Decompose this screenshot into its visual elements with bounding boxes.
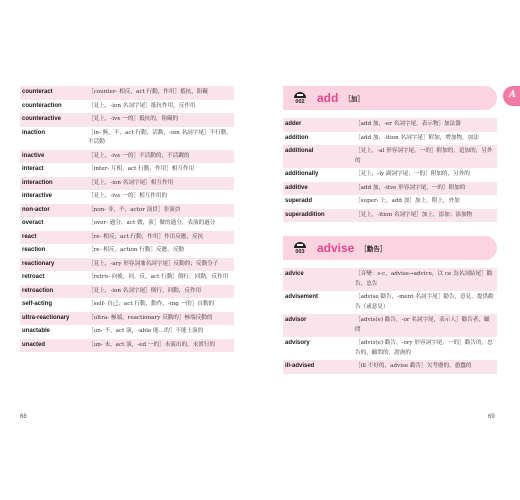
entry-term: interaction [22, 179, 53, 186]
entry-definition: ［advis(e) 勸告，-or 名詞字尾，表示人］勸告者，顧問 [355, 317, 490, 333]
section-gloss: ［加］ [344, 94, 364, 103]
entry-term: additional [285, 148, 314, 154]
entry-term: interact [22, 166, 44, 172]
entry-definition: ［add 加，-er 名詞字尾，表示物］加法器 [355, 121, 461, 127]
entry-term: adder [285, 121, 302, 127]
entry-row [20, 100, 234, 114]
entry-definition: ［over- 過分，act 做，演］做的過分，表演的過分 [88, 220, 216, 226]
entry-term: retroaction [22, 287, 54, 294]
entry-definition: ［見上，-ive 一的］抵抗的，阻礙的 [88, 116, 179, 122]
entry-term: superadd [285, 198, 313, 204]
entry-definition: ［見上，-al 形容詞字尾，一的］附加的，追加的，另外的 [355, 148, 493, 164]
entry-term: superaddition [285, 211, 325, 218]
entry-definition: ［self- 自己，act 行動，動作，-ing 一的］自動的 [88, 301, 215, 307]
right-page [283, 86, 497, 374]
section-entries-add [283, 118, 497, 222]
entry-row [283, 132, 497, 146]
section-header-add [283, 86, 497, 110]
left-page [20, 86, 234, 352]
entry-row [283, 182, 497, 196]
page-number-right: 69 [488, 414, 495, 420]
entry-row [20, 339, 234, 353]
book-icon [294, 242, 306, 248]
entry-definition: ［見上，-ive 一的］不活動的，不活躍的 [88, 152, 190, 159]
entry-term: retroact [22, 274, 45, 280]
section-entries-advise [283, 268, 497, 374]
entry-definition: ［retro- 向後，回，反，act 行動］倒行，回動，反作用 [88, 274, 229, 280]
entry-term: ill-advised [285, 363, 315, 369]
entry-row [20, 244, 234, 258]
section-number: 003 [295, 248, 305, 255]
entry-row [20, 150, 234, 164]
entry-term: react [22, 233, 37, 240]
entry-term: additionally [285, 171, 319, 177]
entry-row [20, 285, 234, 299]
entry-row [20, 113, 234, 127]
entry-row [20, 127, 234, 150]
entry-definition: ［見上，-ary 形容詞兼名詞字尾］反動的；反動分子 [88, 260, 219, 267]
entry-row [20, 312, 234, 326]
entry-term: addition [285, 134, 309, 141]
entry-row [20, 190, 234, 204]
entry-definition: ［見上，-ive 一的］相互作用的 [88, 193, 168, 199]
entry-row [283, 168, 497, 182]
section-word: add [317, 91, 339, 105]
entry-term: additive [285, 184, 308, 191]
entry-definition: ［re- 相反，action 行動］反應，反動 [88, 247, 185, 253]
page-number-left: 68 [20, 414, 27, 420]
entry-term: overact [22, 220, 44, 226]
entry-term: counteract [22, 89, 53, 95]
entry-row [283, 314, 497, 337]
entry-term: advisor [285, 317, 307, 323]
entry-row [283, 291, 497, 314]
entry-row [20, 231, 234, 245]
entry-definition: ［counter- 相反，act 行動，作用］抵抗，阻礙 [88, 89, 209, 95]
entry-definition: ［見上，-ition 名詞字尾］加上，添加；添加物 [355, 211, 473, 218]
entry-row [20, 298, 234, 312]
entry-term: interactive [22, 193, 53, 199]
entry-row [20, 204, 234, 218]
letter-tab [503, 86, 520, 106]
entry-row [283, 268, 497, 291]
entry-row [283, 145, 497, 168]
section-gloss: ［勸告］ [360, 244, 387, 253]
entry-definition: ［non- 非，不，actor 演員］非演員 [88, 206, 181, 213]
entry-row [283, 360, 497, 374]
section-badge [289, 236, 311, 260]
entry-definition: ［音變：s-c，advise→advice，以 ce 為名詞結尾］勸告，忠告 [355, 271, 493, 287]
entry-term: reactionary [22, 260, 55, 267]
entry-term: unacted [22, 341, 46, 348]
entry-definition: ［super- 上，add 加］加上，附上，外加 [355, 198, 460, 204]
entry-term: counteractive [22, 116, 62, 122]
entry-term: advisory [285, 340, 310, 346]
entry-row [20, 177, 234, 191]
entry-row [283, 118, 497, 132]
entry-row [283, 195, 497, 209]
entry-definition: ［advis(e) 勸告，-ory 形容詞字尾，一的］勸告的，忠告的，顧問的，諮詢的 [355, 340, 493, 356]
letter-tab-label: A [509, 90, 516, 100]
entry-definition: ［ill 不好的，advise 勸告］欠考慮的，愚蠢的 [355, 363, 472, 369]
entry-term: non-actor [22, 206, 50, 213]
entry-row [20, 163, 234, 177]
entry-term: advisement [285, 294, 319, 300]
entry-definition: ［見上，-ion 名詞字尾］抵抗作用，反作用 [88, 102, 196, 109]
entry-term: advice [285, 271, 304, 277]
entry-definition: ［add 加，-itve 形容詞字尾，一的］附加的 [355, 184, 466, 191]
entry-definition: ［見上，-ion 名詞字尾］倒行，回動，反作用 [88, 287, 202, 294]
entry-term: ultra-reactionary [22, 314, 70, 321]
entry-definition: ［un- 未，act 演，-ed 一的］未演出的，未實行的 [88, 341, 216, 348]
entry-term: self-acting [22, 301, 53, 307]
entry-row [20, 325, 234, 339]
entry-term: counteraction [22, 102, 62, 109]
book-icon [294, 92, 306, 98]
entry-definition: ［un- 不，act 演，-able 能…的］不能上演的 [88, 328, 204, 334]
section-number: 002 [295, 98, 305, 105]
entry-definition: ［advise 勸告，-ment 名詞字尾］勸告，意見，提供勸告（或意見） [355, 294, 494, 310]
entry-term: unactable [22, 328, 51, 334]
entry-row [20, 217, 234, 231]
entry-term: inaction [22, 129, 46, 136]
entry-row [20, 86, 234, 100]
entry-definition: ［見上，-ly 副詞字尾，一的］附加的，另外的 [355, 171, 470, 177]
entry-definition: ［re- 相反，act 行動，作用］作出反應，反抗 [88, 233, 204, 240]
entry-definition: ［in- 無，不，act 行動，活動，-ion 名詞字尾］不行動，不活動 [88, 129, 232, 145]
entry-row [283, 337, 497, 360]
entry-row [20, 258, 234, 272]
entry-definition: ［ultra- 極端，reactionary 反動的］極端反動的 [88, 314, 213, 321]
entry-row [283, 209, 497, 223]
entry-term: reaction [22, 247, 46, 253]
section-header-advise [283, 236, 497, 260]
entry-definition: ［見上，-ion 名詞字尾］相互作用 [88, 179, 174, 186]
section-badge [289, 86, 311, 110]
entry-definition: ［add 加，-ition 名詞字尾］附加，增加物，加法 [355, 134, 479, 141]
section-word: advise [317, 241, 355, 255]
entry-row [20, 271, 234, 285]
entry-definition: ［inter- 互相，act 行動，作用］相互作用 [88, 166, 195, 172]
entry-term: inactive [22, 152, 45, 159]
